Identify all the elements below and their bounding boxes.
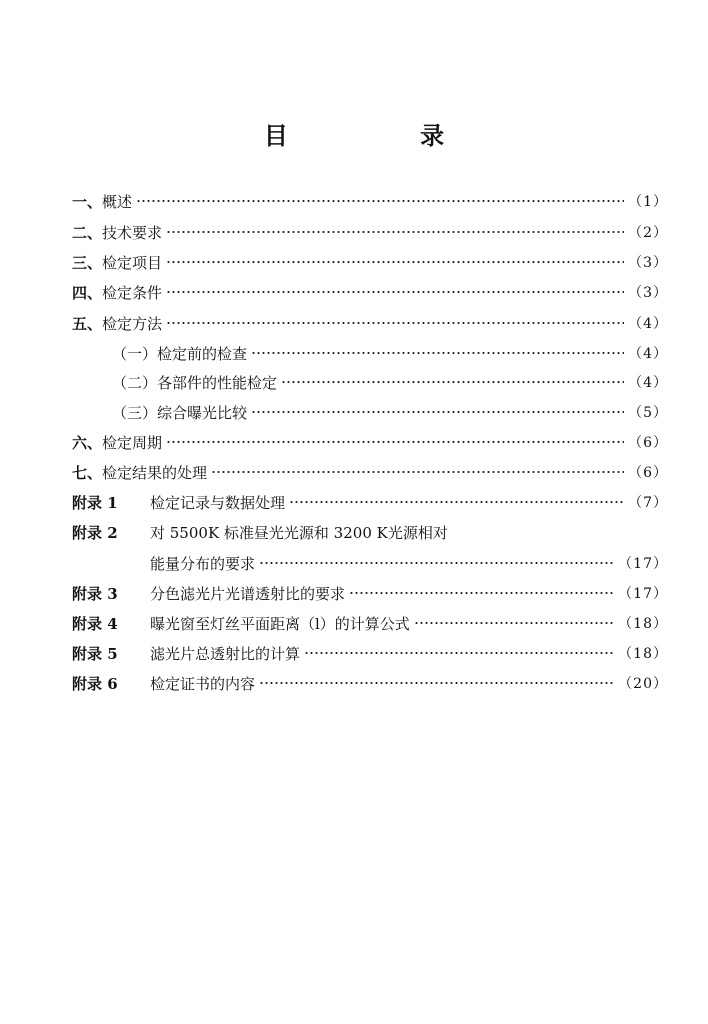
toc-entry-5-2[interactable] xyxy=(112,371,668,393)
toc-prefix: 四、 xyxy=(72,283,103,302)
toc-label: 各部件的性能检定 xyxy=(157,373,278,392)
dot-leader xyxy=(281,380,624,384)
toc-label: 技术要求 xyxy=(102,223,163,242)
toc-page: （17） xyxy=(618,556,668,572)
dot-leader xyxy=(136,199,624,203)
toc-page: （17） xyxy=(618,586,668,602)
toc-prefix: 附录 6 xyxy=(72,674,118,693)
toc-page: （18） xyxy=(618,616,668,632)
toc-page: （2） xyxy=(628,225,668,241)
toc-page: （6） xyxy=(628,465,668,481)
toc-label: 检定前的检查 xyxy=(157,344,248,363)
toc-entry-5[interactable] xyxy=(72,312,668,334)
toc-label: 分色滤光片光谱透射比的要求 xyxy=(150,584,346,603)
toc-label: 检定记录与数据处理 xyxy=(150,493,286,512)
dot-leader xyxy=(166,230,624,234)
dot-leader xyxy=(166,321,624,325)
dot-leader xyxy=(414,621,614,625)
dot-leader xyxy=(349,591,614,595)
toc-page: （4） xyxy=(628,346,668,362)
toc-page: （1） xyxy=(628,194,668,210)
toc-label: 滤光片总透射比的计算 xyxy=(150,644,301,663)
toc-label: 综合曝光比较 xyxy=(157,403,248,422)
toc-entry-2[interactable] xyxy=(72,221,668,243)
toc-prefix: 附录 5 xyxy=(72,644,118,663)
toc-prefix: 附录 2 xyxy=(72,523,118,542)
toc-label: 检定结果的处理 xyxy=(102,463,208,482)
toc-prefix: 附录 3 xyxy=(72,584,118,603)
dot-leader xyxy=(251,410,624,414)
dot-leader xyxy=(289,500,624,504)
toc-page: （3） xyxy=(628,255,668,271)
dot-leader xyxy=(166,440,624,444)
toc-entry-7[interactable] xyxy=(72,461,668,483)
toc-page: （3） xyxy=(628,285,668,301)
toc-label: 检定项目 xyxy=(102,253,163,272)
toc-prefix: 附录 1 xyxy=(72,493,118,512)
toc-entry-5-1[interactable] xyxy=(112,342,668,364)
toc-label: 检定周期 xyxy=(102,433,163,452)
dot-leader xyxy=(304,651,614,655)
toc-prefix: （三） xyxy=(112,403,158,422)
toc-label: 曝光窗至灯丝平面距离（l）的计算公式 xyxy=(150,614,410,633)
toc-prefix: 六、 xyxy=(72,433,103,452)
toc-prefix: 五、 xyxy=(72,314,103,333)
toc-label: 检定方法 xyxy=(102,314,163,333)
dot-leader xyxy=(211,470,624,474)
toc-appendix-3[interactable] xyxy=(72,582,668,604)
toc-label: 概述 xyxy=(102,192,133,211)
toc-label: 检定条件 xyxy=(102,283,163,302)
toc-page: （4） xyxy=(628,316,668,332)
toc-appendix-1[interactable] xyxy=(72,491,668,513)
toc-prefix: （二） xyxy=(112,373,158,392)
toc-prefix: 一、 xyxy=(72,192,103,211)
dot-leader xyxy=(166,260,624,264)
toc-entry-5-3[interactable] xyxy=(112,401,668,423)
toc-prefix: 附录 4 xyxy=(72,614,118,633)
page-title: 目 录 xyxy=(263,122,507,150)
dot-leader xyxy=(259,561,614,565)
toc-appendix-2[interactable] xyxy=(72,521,668,543)
toc-entry-3[interactable] xyxy=(72,251,668,273)
toc-page: （4） xyxy=(628,375,668,391)
toc-prefix: 三、 xyxy=(72,253,103,272)
toc-appendix-5[interactable] xyxy=(72,642,668,664)
dot-leader xyxy=(166,290,624,294)
toc-page: （20） xyxy=(618,676,668,692)
toc-label: 能量分布的要求 xyxy=(150,554,256,573)
toc-appendix-4[interactable] xyxy=(72,612,668,634)
toc-prefix: （一） xyxy=(112,344,158,363)
toc-appendix-6[interactable] xyxy=(72,672,668,694)
toc-page: （7） xyxy=(628,495,668,511)
dot-leader xyxy=(251,351,624,355)
toc-entry-6[interactable] xyxy=(72,431,668,453)
toc-page: （18） xyxy=(618,646,668,662)
toc-page: （5） xyxy=(628,405,668,421)
toc-appendix-2-continued[interactable] xyxy=(72,552,668,574)
toc-label: 检定证书的内容 xyxy=(150,674,256,693)
dot-leader xyxy=(259,681,614,685)
toc-label: 对 5500K 标准昼光光源和 3200 K光源相对 xyxy=(150,523,448,542)
toc-prefix: 七、 xyxy=(72,463,103,482)
toc-entry-1[interactable] xyxy=(72,190,668,212)
toc-entry-4[interactable] xyxy=(72,281,668,303)
toc-page: （6） xyxy=(628,435,668,451)
toc-prefix: 二、 xyxy=(72,223,103,242)
